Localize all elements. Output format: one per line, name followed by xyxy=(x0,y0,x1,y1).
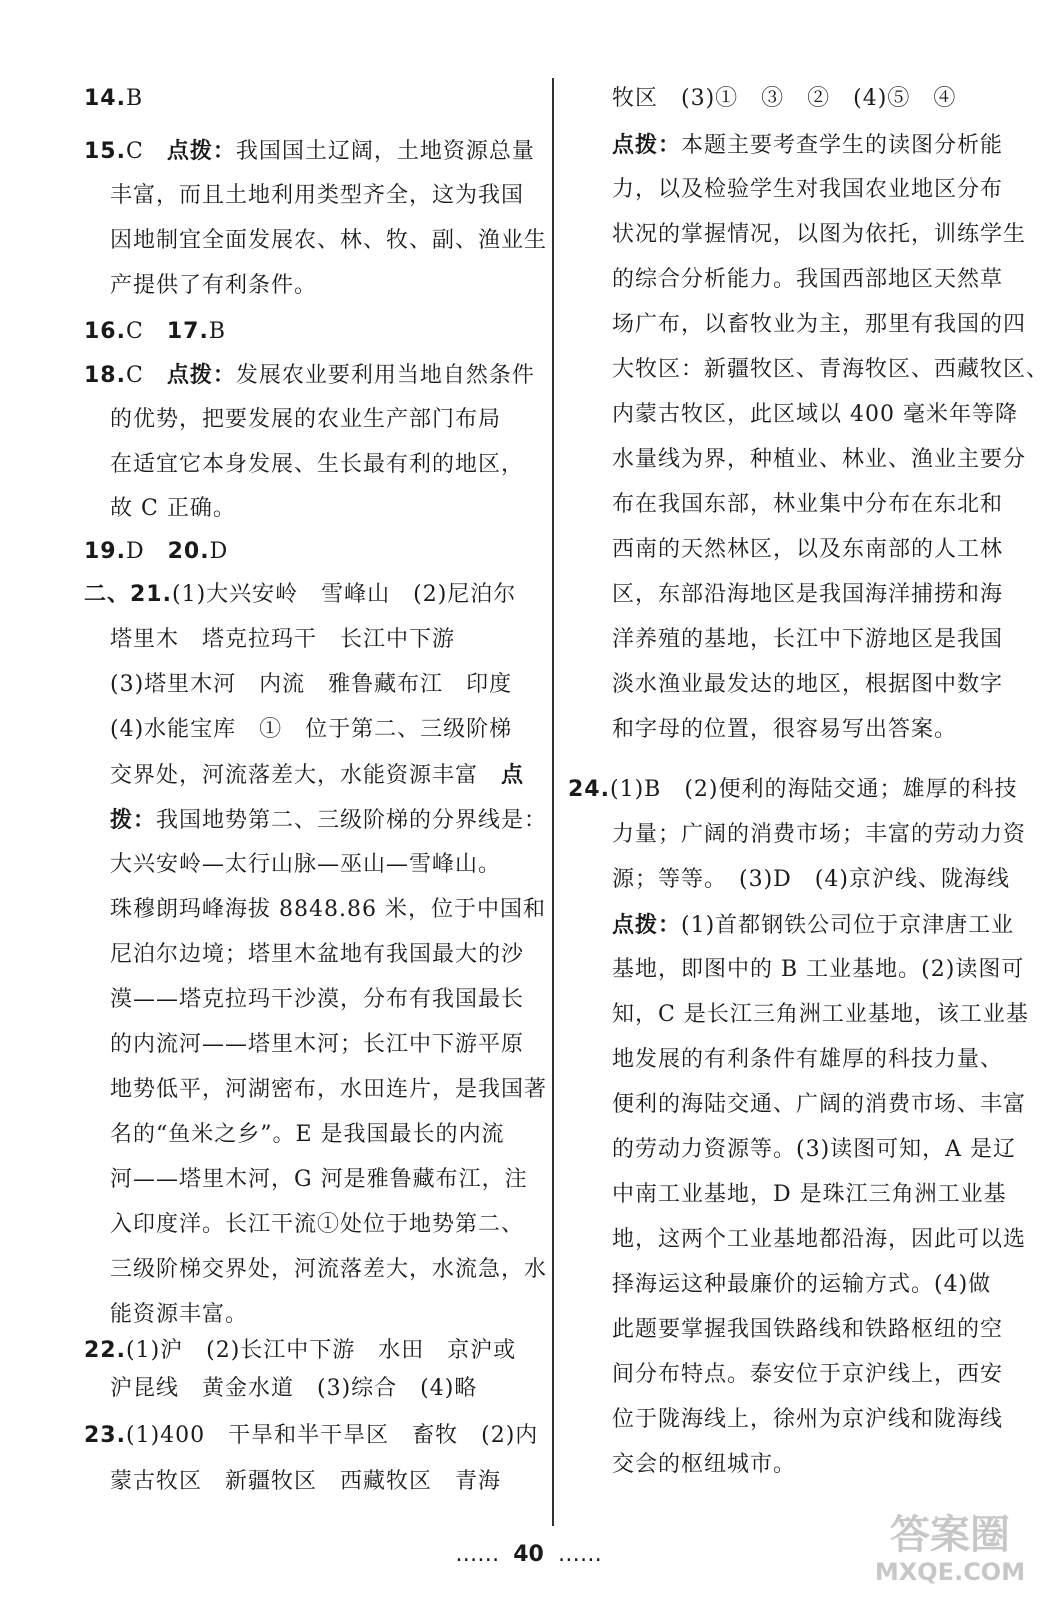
answer-text: 便利的海陆交通、广阔的消费市场、丰富 xyxy=(612,1092,1027,1117)
text-line xyxy=(84,580,516,610)
answer-text: 故 C 正确。 xyxy=(110,496,236,521)
text-line xyxy=(110,494,236,524)
answer-text: 交界处，河流落差大，水能资源丰富 xyxy=(110,763,502,788)
answer-text: 知，C 是长江三角洲工业基地，该工业基 xyxy=(612,1002,1029,1027)
answer-text: 入印度洋。长江干流①处位于地势第二、 xyxy=(110,1212,525,1237)
answer-text: 洋养殖的基地，长江中下游地区是我国 xyxy=(612,627,1004,652)
answer-text: 能资源丰富。 xyxy=(110,1302,249,1327)
answer-text: 力量；广阔的消费市场；丰富的劳动力资 xyxy=(612,822,1027,847)
watermark-title: 答案圈 xyxy=(890,1512,1010,1558)
text-line xyxy=(110,985,524,1015)
text-line xyxy=(612,1315,1003,1345)
text-line xyxy=(612,490,1003,520)
answer-text: 珠穆朗玛峰海拔 8848.86 米，位于中国和 xyxy=(110,897,546,922)
answer-text: 的内流河——塔里木河；长江中下游平原 xyxy=(110,1032,525,1057)
answer-text: C xyxy=(125,139,167,164)
text-line xyxy=(612,715,957,745)
answer-text: 因地制宜全面发展农、林、牧、副、渔业生 xyxy=(110,228,548,253)
text-line xyxy=(110,1030,524,1060)
answer-text: (1)沪 (2)长江中下游 水田 京沪或 xyxy=(125,1338,517,1363)
answer-text: D xyxy=(125,539,168,564)
text-line xyxy=(110,715,512,745)
text-line xyxy=(110,1120,505,1150)
page-number: 40 xyxy=(513,1542,544,1567)
answer-text: (1)B (2)便利的海陆交通；雄厚的科技 xyxy=(609,777,1018,802)
text-line xyxy=(110,181,524,211)
text-line xyxy=(612,1090,1026,1120)
text-line xyxy=(84,1336,516,1366)
text-line xyxy=(110,1467,501,1497)
text-line xyxy=(110,895,546,925)
answer-text: (4)水能宝库 ① 位于第二、三级阶梯 xyxy=(110,717,513,742)
question-number: 二、21. xyxy=(84,582,172,607)
question-number: 17. xyxy=(166,319,209,344)
column-divider xyxy=(552,78,554,1526)
question-number: 22. xyxy=(84,1338,126,1363)
answer-text: (1)400 干旱和半干旱区 畜牧 (2)内 xyxy=(125,1423,539,1448)
text-line xyxy=(84,84,143,114)
text-line xyxy=(612,865,1010,895)
question-number: 20. xyxy=(167,539,210,564)
text-line xyxy=(110,226,547,256)
answer-text: (3)塔里木河 内流 雅鲁藏布江 印度 xyxy=(110,672,513,697)
answer-text: B xyxy=(125,86,144,111)
answer-text: 产提供了有利条件。 xyxy=(110,273,318,298)
text-line xyxy=(612,625,1003,655)
text-line xyxy=(612,1360,1003,1390)
answer-text: C xyxy=(125,319,167,344)
answer-text: 此题要掌握我国铁路线和铁路枢纽的空 xyxy=(612,1317,1004,1342)
answer-text: 蒙古牧区 新疆牧区 西藏牧区 青海 xyxy=(110,1469,502,1494)
question-number: 19. xyxy=(84,539,126,564)
answer-text: 牧区 (3)① ③ ② (4)⑤ ④ xyxy=(612,86,957,111)
answer-text: 大兴安岭—太行山脉—巫山—雪峰山。 xyxy=(110,852,502,877)
answer-text: 塔里木 塔克拉玛干 长江中下游 xyxy=(110,627,456,652)
text-line xyxy=(612,310,1026,340)
text-line xyxy=(84,537,228,567)
text-line xyxy=(612,1045,1003,1075)
text-line xyxy=(84,1421,538,1451)
answer-text: 内蒙古牧区，此区域以 400 毫米年等降 xyxy=(612,402,1018,427)
answer-text: 间分布特点。泰安位于京沪线上，西安 xyxy=(612,1362,1004,1387)
question-number: 16. xyxy=(84,319,126,344)
text-line xyxy=(612,1135,1016,1165)
hint-label: 点拨： xyxy=(166,138,236,164)
answer-text: (1)首都钢铁公司位于京津唐工业 xyxy=(681,913,1015,938)
footer-dots-right: …… xyxy=(557,1542,602,1567)
answer-text: 基地，即图中的 B 工业基地。(2)读图可 xyxy=(612,957,1025,982)
text-line xyxy=(612,1180,1007,1210)
text-line xyxy=(110,1374,477,1404)
question-number: 18. xyxy=(84,363,126,388)
text-line xyxy=(84,317,226,347)
answer-text: 场广布，以畜牧业为主，那里有我国的四 xyxy=(612,312,1027,337)
answer-text: 发展农业要利用当地自然条件 xyxy=(235,363,535,388)
text-line xyxy=(612,84,956,114)
answer-text: 我国国土辽阔，土地资源总量 xyxy=(235,139,535,164)
answer-text: 大牧区：新疆牧区、青海牧区、西藏牧区、 xyxy=(612,357,1050,382)
text-line xyxy=(110,271,317,301)
text-line xyxy=(612,910,1014,941)
hint-label: 点 xyxy=(501,762,525,788)
answer-text: 布在我国东部，林业集中分布在东北和 xyxy=(612,492,1004,517)
answer-text: 择海运这种最廉价的运输方式。(4)做 xyxy=(612,1272,992,1297)
question-number: 14. xyxy=(84,86,126,111)
answer-text: 交会的枢纽城市。 xyxy=(612,1452,797,1477)
answer-text: 沪昆线 黄金水道 (3)综合 (4)略 xyxy=(110,1376,478,1401)
answer-text: 淡水渔业最发达的地区，根据图中数字 xyxy=(612,672,1004,697)
text-line xyxy=(84,360,535,391)
text-line xyxy=(84,136,535,167)
text-line xyxy=(110,1165,528,1195)
answer-text: C xyxy=(125,363,167,388)
text-line xyxy=(110,1255,547,1285)
answer-text: 漠——塔克拉玛干沙漠，分布有我国最长 xyxy=(110,987,525,1012)
text-line xyxy=(110,850,501,880)
text-line xyxy=(568,775,1017,805)
watermark-logo xyxy=(870,1500,1030,1590)
text-line xyxy=(110,1210,524,1240)
answer-text: 源；等等。 (3)D (4)京沪线、陇海线 xyxy=(612,867,1010,892)
text-line xyxy=(110,1300,248,1330)
hint-label: 点拨： xyxy=(612,132,682,158)
answer-text: 的优势，把要发展的农业生产部门布局 xyxy=(110,407,502,432)
question-number: 23. xyxy=(84,1423,126,1448)
text-line xyxy=(612,175,1003,205)
text-line xyxy=(612,580,1003,610)
answer-text: 本题主要考查学生的读图分析能 xyxy=(681,133,1004,158)
hint-label: 拨： xyxy=(110,807,157,833)
text-line xyxy=(612,220,1026,250)
text-line xyxy=(612,955,1024,985)
answer-text: 中南工业基地，D 是珠江三角洲工业基 xyxy=(612,1182,1007,1207)
answer-text: 力，以及检验学生对我国农业地区分布 xyxy=(612,177,1004,202)
answer-text: 的综合分析能力。我国西部地区天然草 xyxy=(612,267,1004,292)
question-number: 15. xyxy=(84,139,126,164)
answer-text: 的劳动力资源等。(3)读图可知，A 是辽 xyxy=(612,1137,1017,1162)
text-line xyxy=(110,760,524,791)
text-line xyxy=(612,670,1003,700)
text-line xyxy=(612,820,1026,850)
question-number: 24. xyxy=(568,777,610,802)
answer-text: 名的“鱼米之乡”。E 是我国最长的内流 xyxy=(110,1122,505,1147)
text-line xyxy=(110,625,455,655)
answer-text: 河——塔里木河，G 河是雅鲁藏布江，注 xyxy=(110,1167,528,1192)
text-line xyxy=(612,265,1003,295)
text-line xyxy=(110,805,547,836)
text-line xyxy=(110,670,512,700)
text-line xyxy=(612,1270,991,1300)
text-line xyxy=(612,1405,1003,1435)
footer-dots-left: …… xyxy=(455,1542,500,1567)
text-line xyxy=(612,535,1003,565)
answer-text: 在适宜它本身发展、生长最有利的地区， xyxy=(110,452,525,477)
answer-text: 地，这两个工业基地都沿海，因此可以选 xyxy=(612,1227,1027,1252)
answer-text: 三级阶梯交界处，河流落差大，水流急，水 xyxy=(110,1257,548,1282)
answer-text: (1)大兴安岭 雪峰山 (2)尼泊尔 xyxy=(171,582,517,607)
answer-text: B xyxy=(208,319,226,344)
answer-text: 和字母的位置，很容易写出答案。 xyxy=(612,717,958,742)
text-line xyxy=(110,1075,547,1105)
answer-text: 状况的掌握情况，以图为依托，训练学生 xyxy=(612,222,1027,247)
hint-label: 点拨： xyxy=(166,362,236,388)
answer-text: D xyxy=(209,539,229,564)
hint-label: 点拨： xyxy=(612,912,682,938)
watermark-url: MXQE.COM xyxy=(874,1558,1026,1586)
text-line xyxy=(612,400,1018,430)
answer-text: 西南的天然林区，以及东南部的人工林 xyxy=(612,537,1004,562)
answer-text: 丰富，而且土地利用类型齐全，这为我国 xyxy=(110,183,525,208)
text-line xyxy=(110,450,524,480)
answer-text: 位于陇海线上，徐州为京沪线和陇海线 xyxy=(612,1407,1004,1432)
answer-text: 区，东部沿海地区是我国海洋捕捞和海 xyxy=(612,582,1004,607)
answer-text: 地势低平，河湖密布，水田连片，是我国著 xyxy=(110,1077,548,1102)
answer-text: 我国地势第二、三级阶梯的分界线是： xyxy=(156,808,548,833)
text-line xyxy=(612,1000,1029,1030)
text-line xyxy=(612,130,1003,161)
text-line xyxy=(110,940,524,970)
text-line xyxy=(612,355,1049,385)
text-line xyxy=(612,1450,796,1480)
answer-text: 尼泊尔边境；塔里木盆地有我国最大的沙 xyxy=(110,942,525,967)
answer-text: 水量线为界，种植业、林业、渔业主要分 xyxy=(612,447,1027,472)
answer-text: 地发展的有利条件有雄厚的科技力量、 xyxy=(612,1047,1004,1072)
text-line xyxy=(612,445,1026,475)
text-line xyxy=(110,405,501,435)
text-line xyxy=(612,1225,1026,1255)
